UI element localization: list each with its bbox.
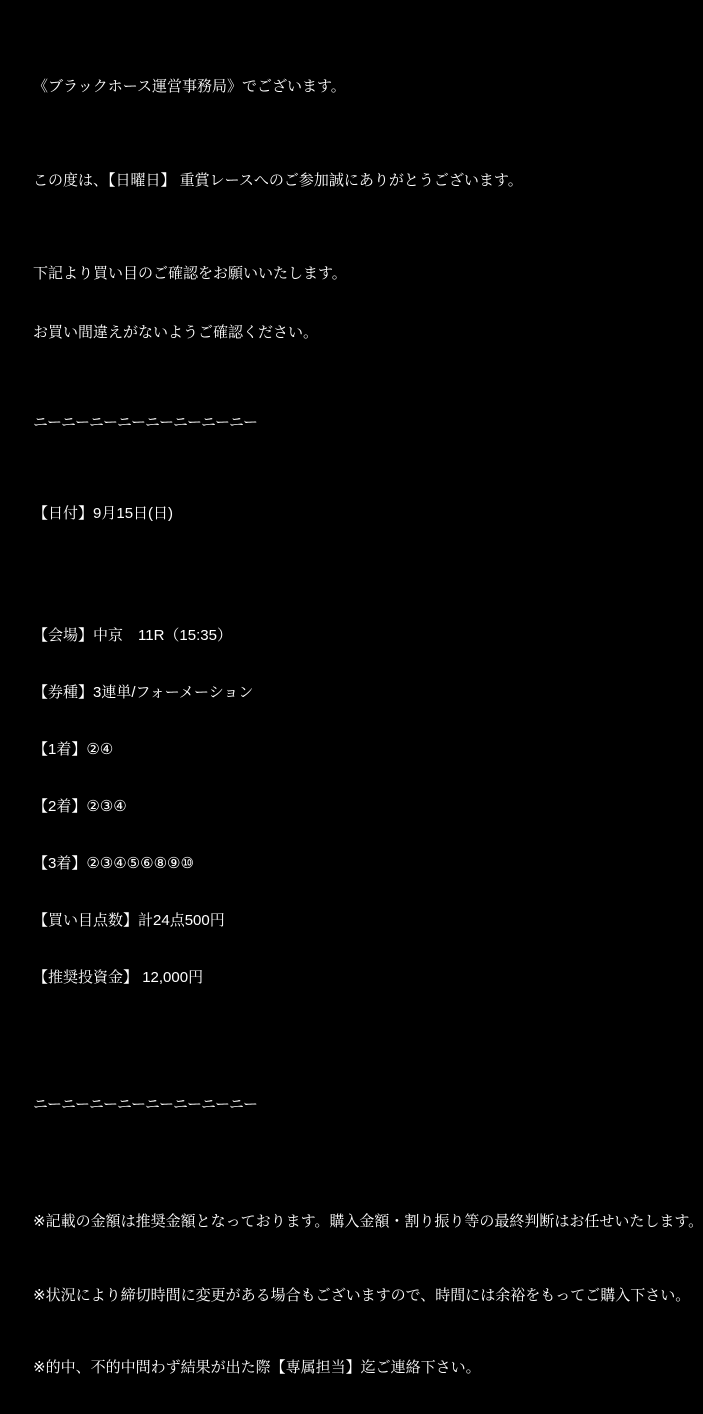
third-place-line bbox=[33, 852, 692, 875]
points-line bbox=[33, 909, 692, 932]
thanks-line: この度は、【日曜日】 重賞レースへのご参加誠にありがとうございます。 bbox=[33, 172, 523, 189]
first-place-line bbox=[33, 738, 692, 761]
venue-line bbox=[33, 624, 692, 647]
first-place-label: 【1着】 bbox=[33, 741, 87, 758]
points-value: 計24点500円 bbox=[138, 912, 225, 929]
first-place-value: ②④ bbox=[86, 741, 114, 758]
greeting-line: 《ブラックホース運営事務局》でございます。 bbox=[33, 78, 346, 95]
third-place-label: 【3着】 bbox=[33, 855, 87, 872]
divider-top: ニーニーニーニーニーニーニーニー bbox=[33, 414, 258, 431]
second-place-line bbox=[33, 795, 692, 818]
divider-bottom: ニーニーニーニーニーニーニーニー bbox=[33, 1096, 258, 1113]
investment-line bbox=[33, 966, 692, 989]
note-amount: ※記載の金額は推奨金額となっております。購入金額・割り振り等の最終判断はお任せいたします。 bbox=[33, 1213, 703, 1230]
points-label: 【買い目点数】 bbox=[33, 912, 139, 929]
second-place-label: 【2着】 bbox=[33, 798, 87, 815]
investment-label: 【推奨投資金】 bbox=[33, 969, 139, 986]
venue-value: 中京 11R（15:35） bbox=[93, 627, 232, 644]
bet-details bbox=[33, 590, 692, 1023]
date-label: 【日付】 bbox=[33, 505, 94, 522]
note-deadline: ※状況により締切時間に変更がある場合もございますので、時間には余裕をもってご購入下さい。 bbox=[33, 1287, 691, 1304]
investment-value: 12,000円 bbox=[142, 969, 204, 986]
date-value: 9月15日(日) bbox=[93, 505, 174, 522]
second-place-value: ②③④ bbox=[86, 798, 127, 815]
ticket-type-value: 3連単/フォーメーション bbox=[93, 684, 254, 701]
note-contact: ※的中、不的中問わず結果が出た際【専属担当】迄ご連絡下さい。 bbox=[33, 1359, 481, 1376]
confirm-line-2: お買い間違えがないようご確認ください。 bbox=[33, 324, 319, 341]
confirm-line-1: 下記より買い目のご確認をお願いいたします。 bbox=[33, 265, 347, 282]
date-line bbox=[33, 502, 692, 525]
ticket-type-label: 【券種】 bbox=[33, 684, 94, 701]
third-place-value: ②③④⑤⑥⑧⑨⑩ bbox=[86, 855, 194, 872]
venue-label: 【会場】 bbox=[33, 627, 94, 644]
ticket-type-line bbox=[33, 681, 692, 704]
